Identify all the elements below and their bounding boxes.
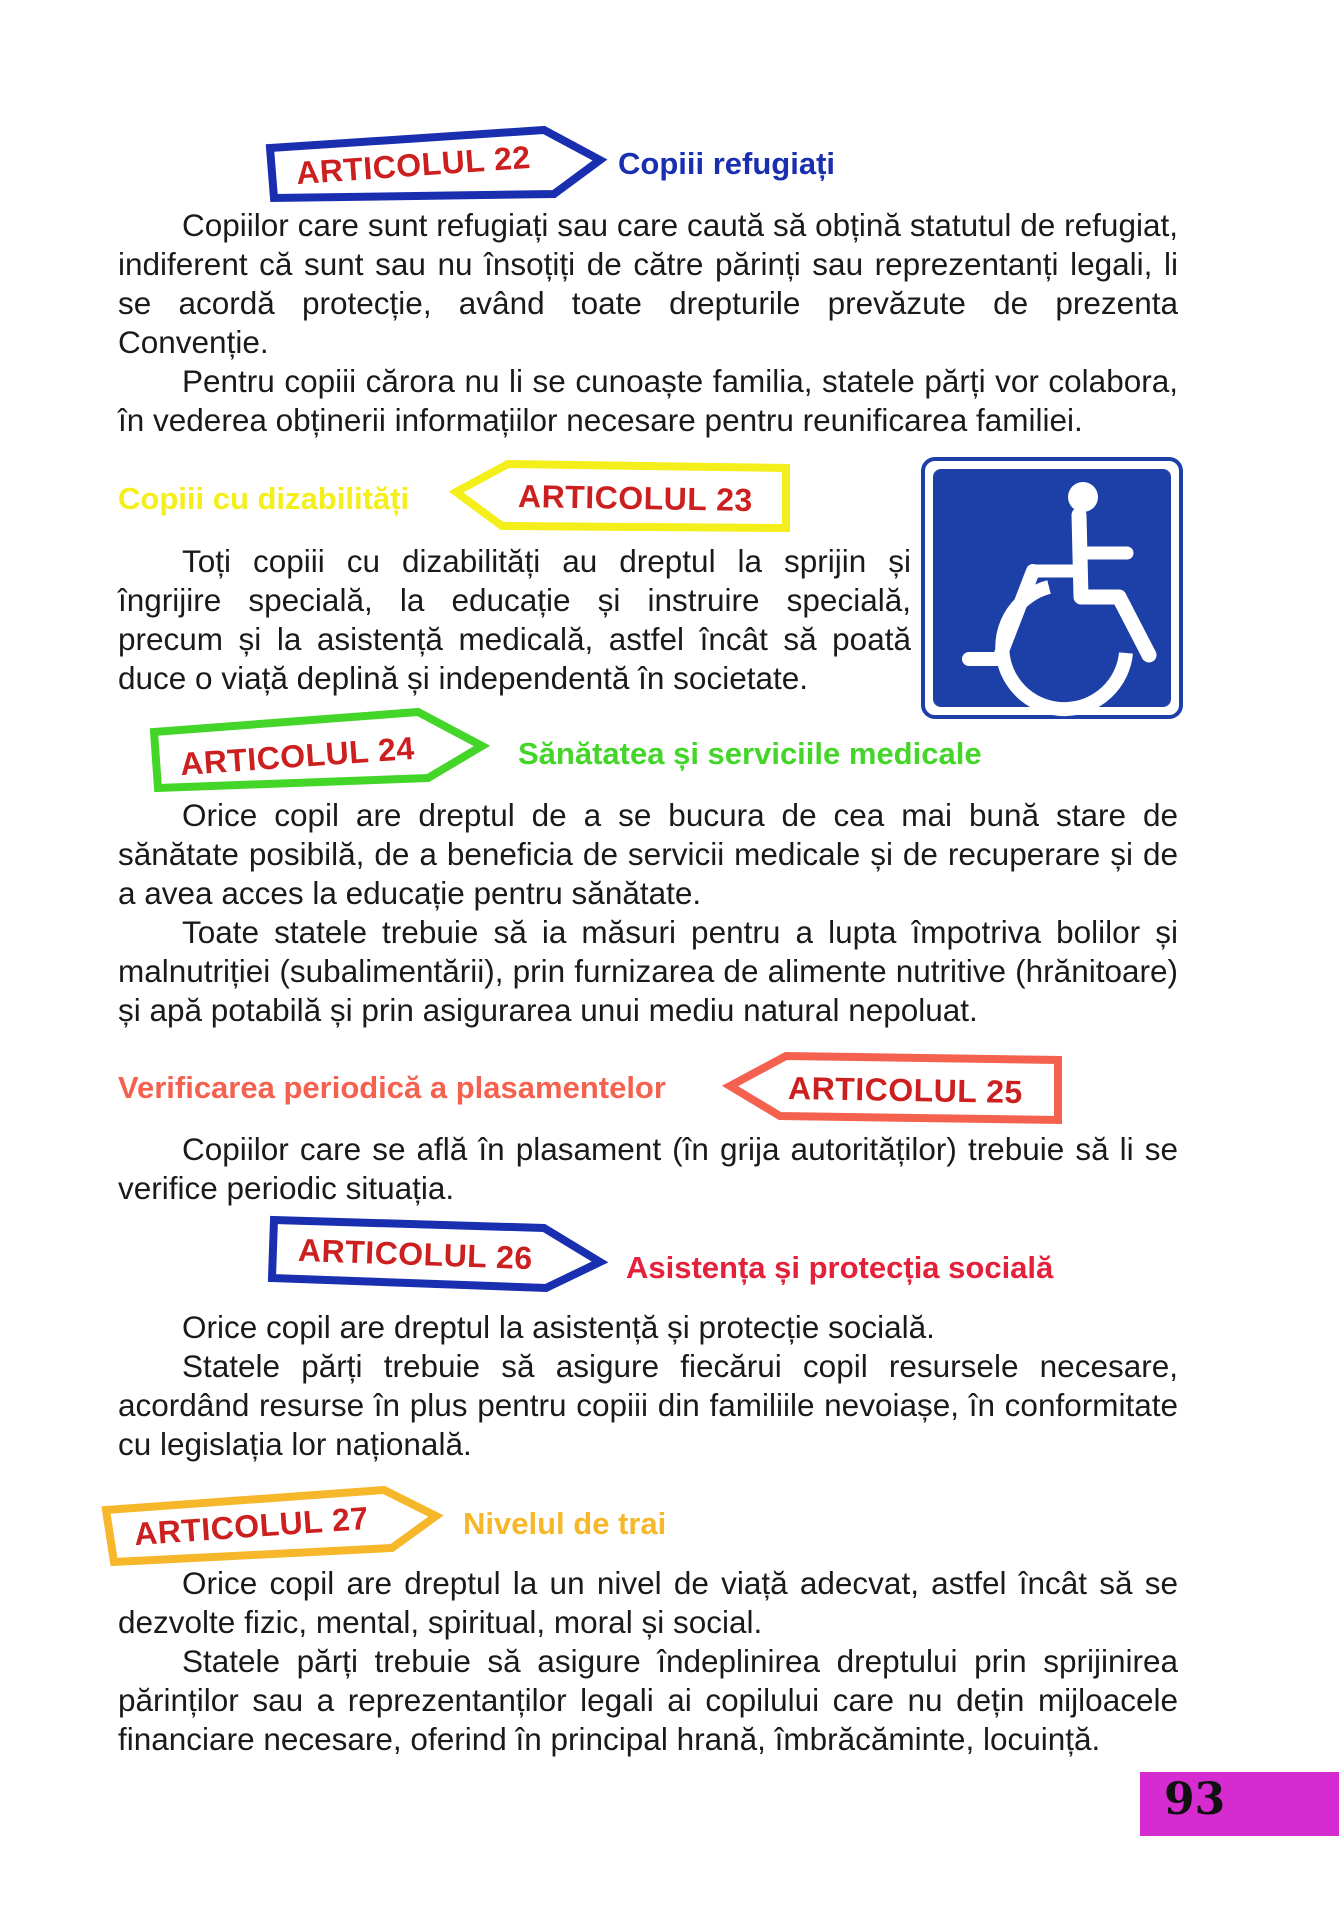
article-23-tag [452,458,797,538]
article-24-paragraph-2: Toate statele trebuie să ia măsuri pentru a lupta împotriva bolilor și malnutriției (subalimentării), prin furnizarea de alimente nutritive (hrănitoare) și apă potabilă și prin asigurarea unui mediu natural nepoluat. [118,914,1178,1028]
article-22-paragraph-1: Copiilor care sunt refugiați sau care caută să obțină statutul de refugiat, indiferent că sunt sau nu însoțiți de către părinți sau reprezentanți legali, li se acordă protecție, având toate drepturile prevăzute de prezenta Convenție. [118,207,1178,360]
article-27-tag-label: ARTICOLUL 27 [132,1499,370,1553]
article-26-tag [268,1216,613,1296]
article-23-title: Copiii cu dizabilități [118,481,410,516]
article-27-paragraph-1: Orice copil are dreptul la un nivel de viață adecvat, astfel încât să se dezvolte fizic, mental, spiritual, moral și social. [118,1565,1178,1640]
page-number: 93 [1164,1774,1226,1825]
page-number-badge [1140,1772,1339,1836]
article-22-title: Copiii refugiați [618,146,835,181]
article-25-tag [726,1050,1071,1130]
article-23-tag-label: ARTICOLUL 23 [517,477,754,519]
article-27-paragraph-2: Statele părți trebuie să asigure îndeplinirea dreptului prin sprijinirea părinților sau a reprezentanților legali ai copilului care nu dețin mijloacele financiare necesare, oferind în principal hrană, îmbrăcăminte, locuință. [118,1643,1178,1757]
article-22-tag-label: ARTICOLUL 22 [294,138,532,192]
article-24-title: Sănătatea și serviciile medicale [518,736,982,771]
article-24-paragraph-1: Orice copil are dreptul de a se bucura de cea mai bună stare de sănătate posibilă, de a beneficia de servicii medicale și de recuperare și de a avea acces la educație pentru sănătate. [118,797,1178,911]
wheelchair-icon [921,457,1183,724]
article-22-tag [262,126,607,206]
article-25-tag-label: ARTICOLUL 25 [787,1069,1024,1111]
article-26-title: Asistența și protecția socială [626,1250,1054,1285]
article-25-title: Verificarea periodică a plasamentelor [118,1070,666,1105]
article-24-tag-label: ARTICOLUL 24 [178,729,416,783]
article-24-tag [148,706,493,796]
article-27-title: Nivelul de trai [463,1506,667,1541]
article-23-paragraph-1: Toți copiii cu dizabilități au dreptul la sprijin și îngrijire specială, la educație și instruire specială, precum și la asistență medicală, astfel încât să poată duce o viață deplină și independentă în societate. [118,543,911,696]
article-26-tag-label: ARTICOLUL 26 [297,1231,534,1277]
article-25-paragraph-1: Copiilor care se află în plasament (în grija autorităților) trebuie să li se verifice periodic situația. [118,1131,1178,1206]
article-27-tag [102,1486,447,1566]
article-26-paragraph-1: Orice copil are dreptul la asistență și protecție socială. [182,1309,935,1345]
article-22-paragraph-2: Pentru copiii cărora nu li se cunoaște familia, statele părți vor colabora, în vederea obținerii informațiilor necesare pentru reunificarea familiei. [118,363,1178,438]
article-26-paragraph-2: Statele părți trebuie să asigure fiecărui copil resursele necesare, acordând resurse în plus pentru copiii din familiile nevoiașe, în conformitate cu legislația lor națională. [118,1348,1178,1462]
